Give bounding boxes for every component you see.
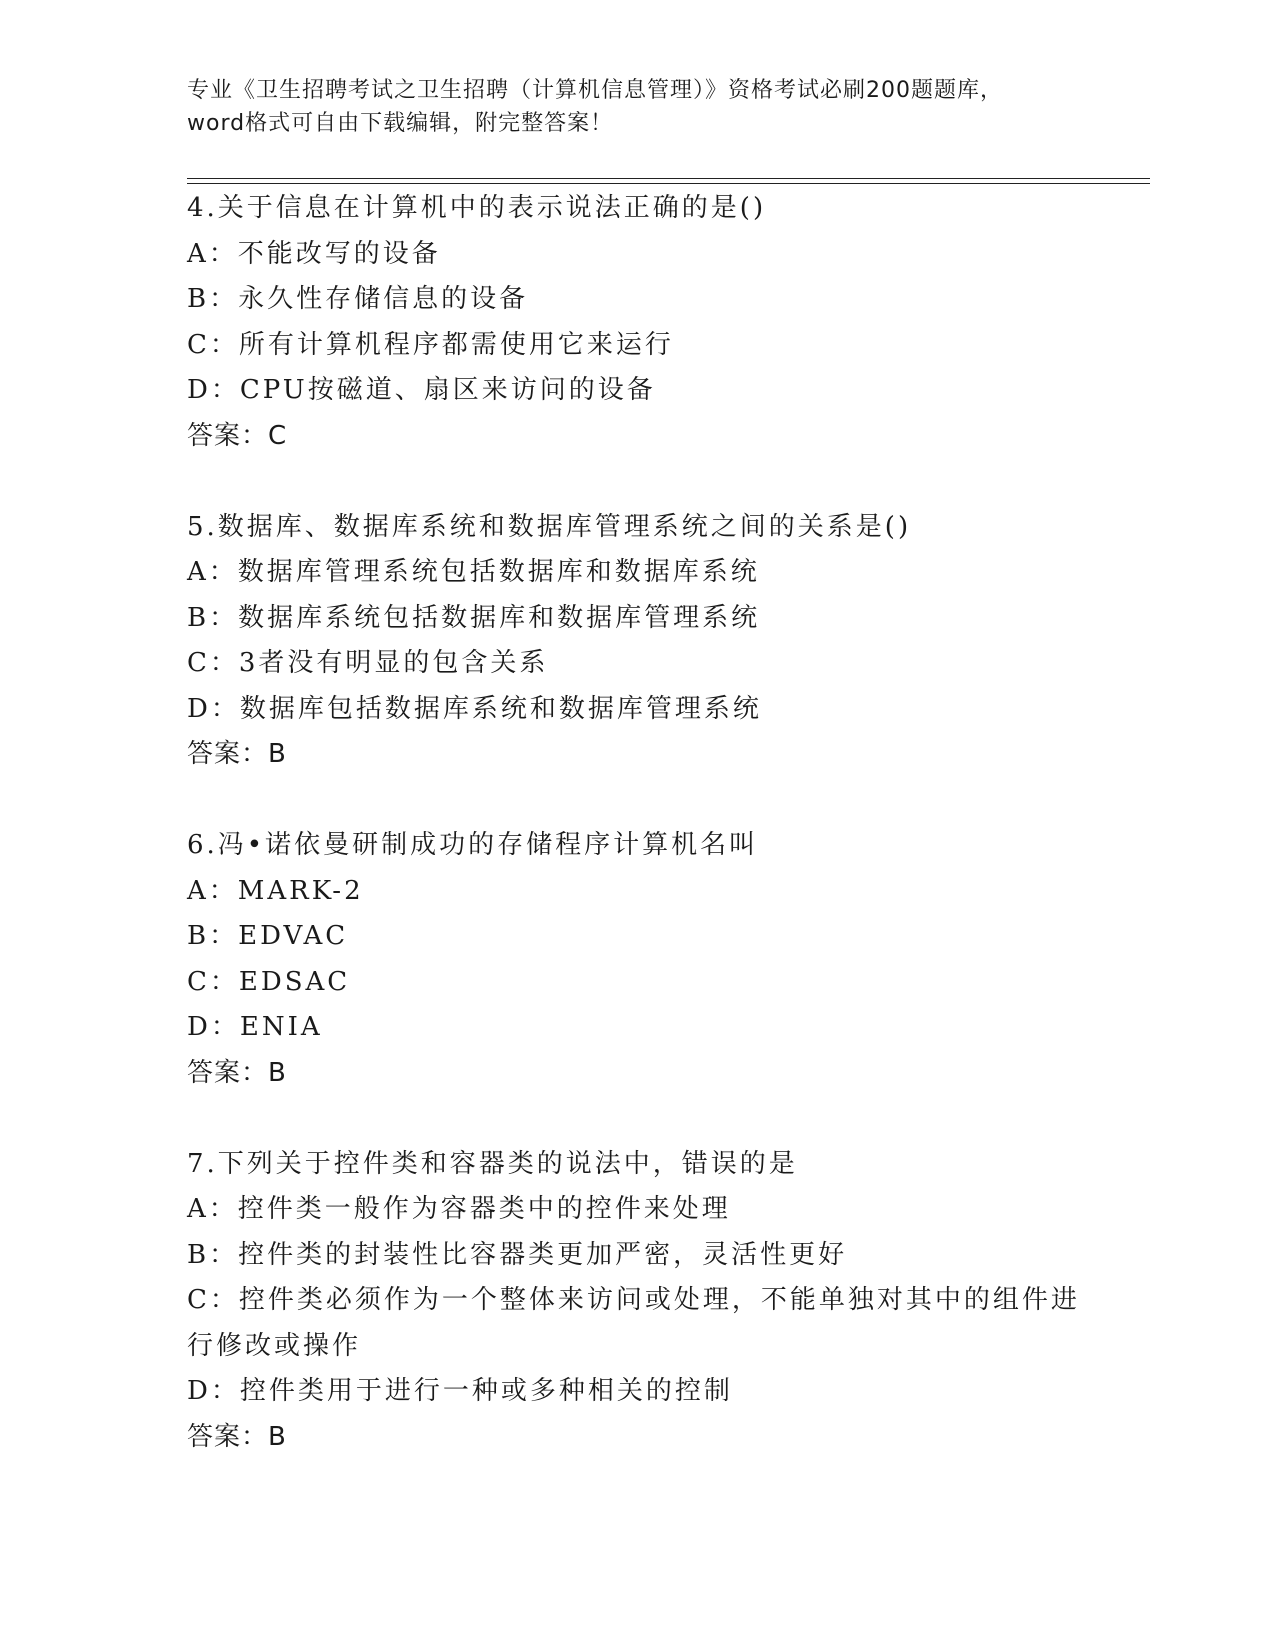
option-a: A：MARK-2 — [187, 875, 364, 906]
option-d: D：控件类用于进行一种或多种相关的控制 — [187, 1376, 733, 1406]
answer: 答案：C — [187, 420, 288, 451]
question-5 — [187, 505, 1087, 778]
option-c: C：3者没有明显的包含关系 — [187, 648, 549, 678]
question-7 — [187, 1142, 1087, 1461]
option-c: C：控件类必须作为一个整体来访问或处理，不能单独对其中的组件进行修改或操作 — [187, 1285, 1080, 1361]
question-stem: 7.下列关于控件类和容器类的说法中，错误的是 — [187, 1148, 798, 1179]
question-stem: 6.冯•诺依曼研制成功的存储程序计算机名叫 — [187, 830, 759, 860]
option-a: A：数据库管理系统包括数据库和数据库系统 — [187, 557, 760, 587]
option-d: D：ENIA — [187, 1012, 323, 1042]
header-divider-bottom — [187, 183, 1150, 184]
option-c: C：所有计算机程序都需使用它来运行 — [187, 329, 674, 360]
option-d: D：CPU按磁道、扇区来访问的设备 — [187, 375, 656, 405]
question-stem: 4.关于信息在计算机中的表示说法正确的是() — [187, 193, 767, 223]
option-a: A：不能改写的设备 — [187, 238, 441, 269]
header-line-2: word格式可自由下载编辑，附完整答案！ — [187, 111, 614, 136]
question-spacer — [187, 1096, 1087, 1142]
document-header — [187, 74, 1087, 140]
answer: 答案：B — [187, 739, 287, 769]
answer: 答案：B — [187, 1057, 287, 1088]
question-list — [187, 186, 1087, 1460]
question-6 — [187, 823, 1087, 1096]
question-4 — [187, 186, 1087, 459]
answer: 答案：B — [187, 1421, 287, 1452]
option-b: B：数据库系统包括数据库和数据库管理系统 — [187, 602, 761, 633]
question-spacer — [187, 459, 1087, 505]
question-stem: 5.数据库、数据库系统和数据库管理系统之间的关系是() — [187, 511, 912, 542]
option-b: B：控件类的封装性比容器类更加严密，灵活性更好 — [187, 1239, 848, 1270]
header-divider-top — [187, 178, 1150, 179]
option-b: B：EDVAC — [187, 921, 349, 951]
option-c: C：EDSAC — [187, 966, 351, 997]
option-d: D：数据库包括数据库系统和数据库管理系统 — [187, 693, 762, 724]
header-line-1: 专业《卫生招聘考试之卫生招聘（计算机信息管理）》资格考试必刷200题题库， — [187, 78, 1003, 103]
option-a: A：控件类一般作为容器类中的控件来处理 — [187, 1194, 731, 1224]
question-spacer — [187, 778, 1087, 824]
option-b: B：永久性存储信息的设备 — [187, 284, 529, 314]
